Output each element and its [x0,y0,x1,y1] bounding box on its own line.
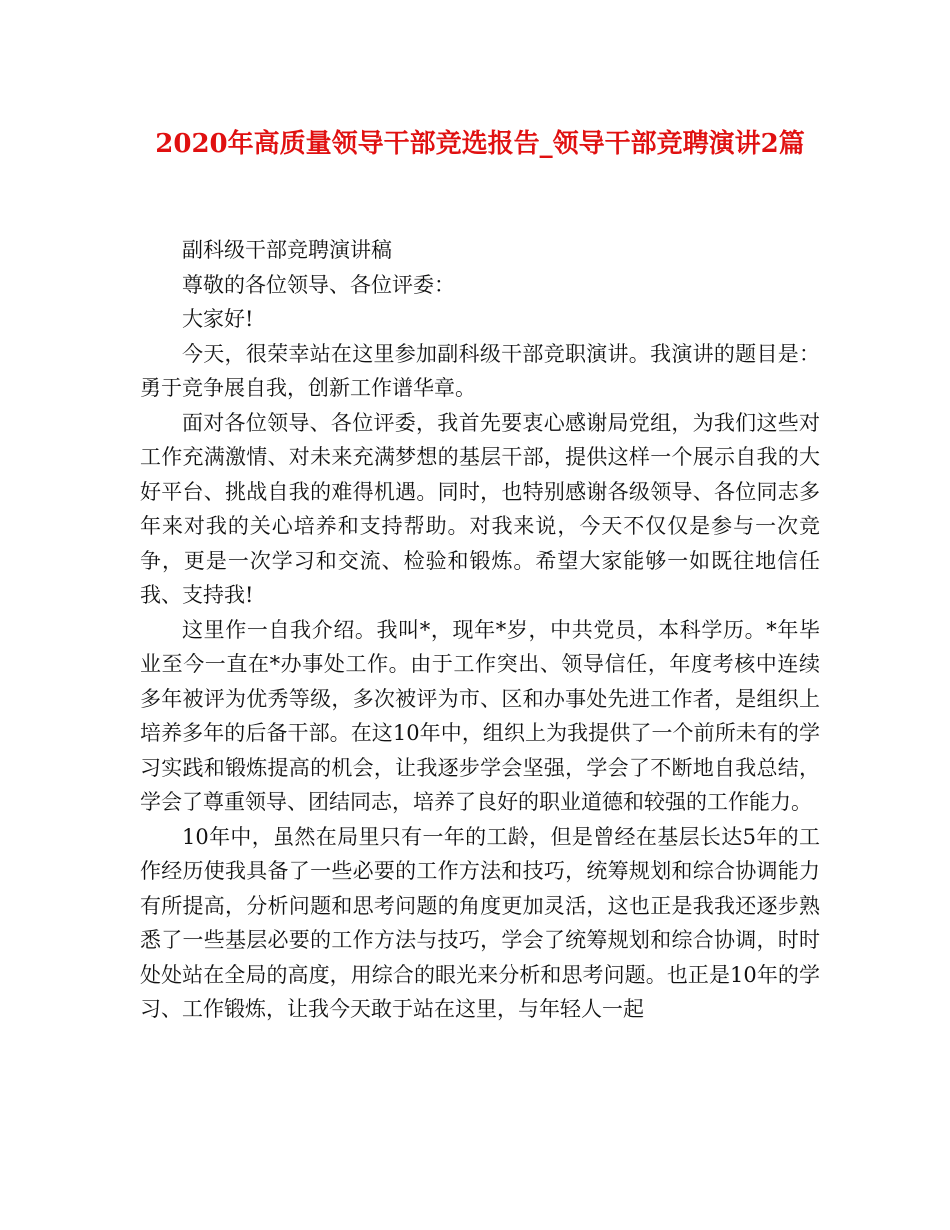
document-body [140,233,820,1027]
paragraph-experience: 10年中，虽然在局里只有一年的工龄，但是曾经在基层长达5年的工作经历使我具备了一些必要的工作方法和技巧，统筹规划和综合协调能力有所提高，分析问题和思考问题的角度更加灵活，这也正是我我还逐步熟悉了一些基层必要的工作方法与技巧，学会了统筹规划和综合协调，时时处处站在全局的高度，用综合的眼光来分析和思考问题。也正是10年的学习、工作锻炼，让我今天敢于站在这里，与年轻人一起 [140,824,820,1021]
paragraph-thanks: 面对各位领导、各位评委，我首先要衷心感谢局党组，为我们这些对工作充满激情、对未来充满梦想的基层干部，提供这样一个展示自我的大好平台、挑战自我的难得机遇。同时，也特别感谢各级领导、各位同志多年来对我的关心培养和支持帮助。对我来说，今天不仅仅是参与一次竞争，更是一次学习和交流、检验和锻炼。希望大家能够一如既往地信任我、支持我! [140,410,820,607]
paragraph-heading: 副科级干部竞聘演讲稿 [182,238,392,262]
paragraph-intro: 今天，很荣幸站在这里参加副科级干部竞职演讲。我演讲的题目是：勇于竞争展自我，创新工作谱华章。 [140,341,820,400]
paragraph-salutation: 尊敬的各位领导、各位评委： [182,272,455,297]
document-title: 2020年高质量领导干部竞选报告_领导干部竞聘演讲2篇 [155,129,805,159]
paragraph-greeting: 大家好! [182,307,254,331]
paragraph-self-introduction: 这里作一自我介绍。我叫*，现年*岁，中共党员，本科学历。*年毕业至今一直在*办事处工作。由于工作突出、领导信任，年度考核中连续多年被评为优秀等级，多次被评为市、区和办事处先进工作者，是组织上培养多年的后备干部。在这10年中，组织上为我提供了一个前所未有的学习实践和锻炼提高的机会，让我逐步学会坚强，学会了不断地自我总结，学会了尊重领导、团结同志，培养了良好的职业道德和较强的工作能力。 [140,617,820,814]
